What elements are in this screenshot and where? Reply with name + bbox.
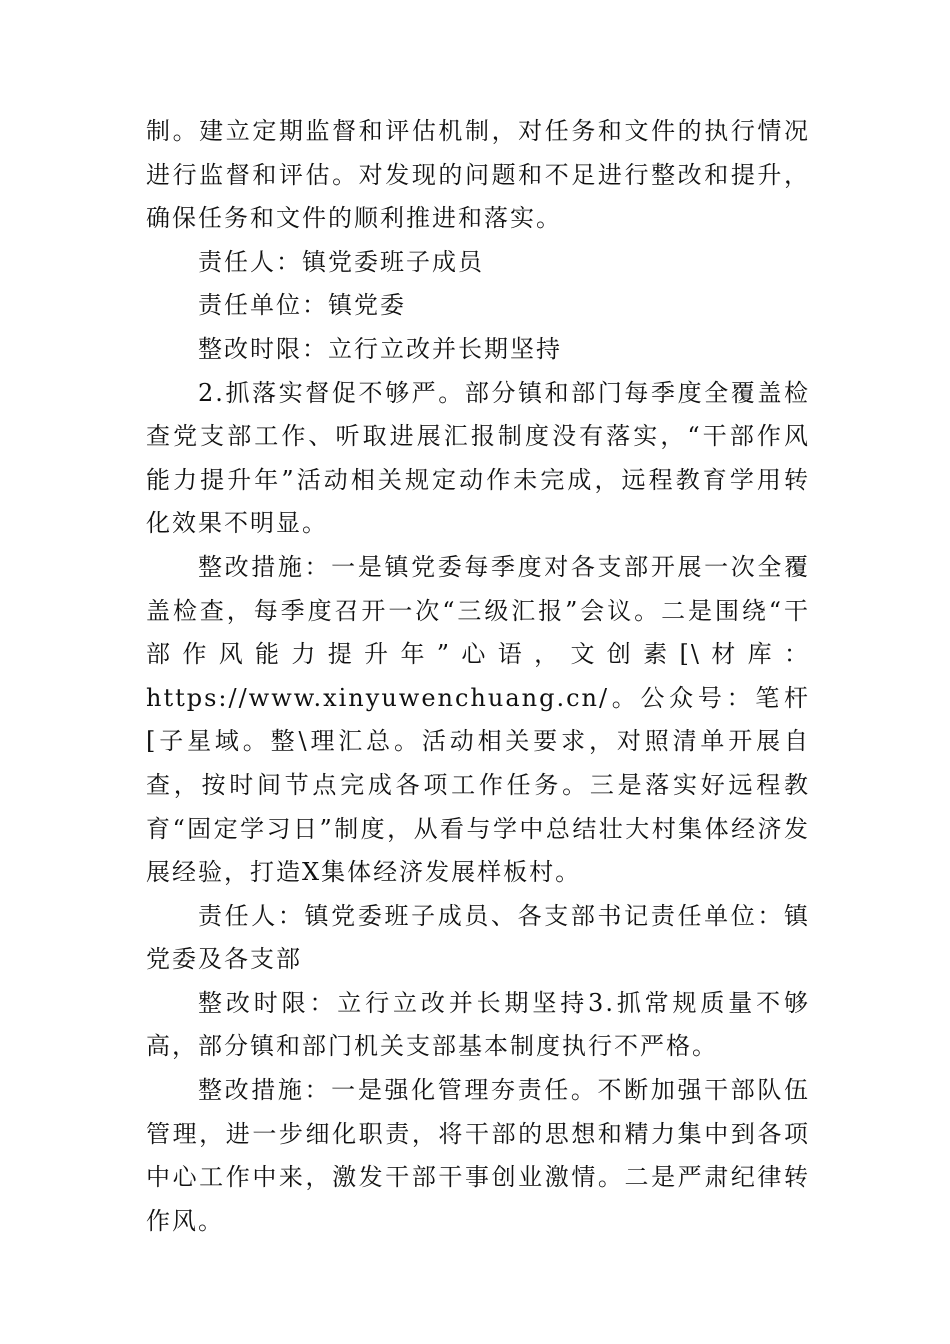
paragraph-deadline-1: 整改时限：立行立改并长期坚持	[198, 334, 562, 363]
paragraph-issue-2: 2.抓落实督促不够严。部分镇和部门每季度全覆盖检查党支部工作、听取进展汇报制度没有落实，“干部作风能力提升年”活动相关规定动作未完成，远程教育学用转化效果不明显。	[146, 378, 810, 538]
paragraph-supervision-mechanism: 制。建立定期监督和评估机制，对任务和文件的执行情况进行监督和评估。对发现的问题和不足进行整改和提升，确保任务和文件的顺利推进和落实。	[146, 117, 810, 233]
paragraph-measures-3: 整改措施：一是强化管理夯责任。不断加强干部队伍管理，进一步细化职责，将干部的思想和精力集中到各项中心工作中来，激发干部干事创业激情。二是严肃纪律转作风。	[146, 1076, 810, 1235]
paragraph-responsible-unit-1: 责任单位：镇党委	[198, 291, 406, 320]
paragraph-deadline-2-issue-3: 整改时限：立行立改并长期坚持3.抓常规质量不够高，部分镇和部门机关支部基本制度执行不严格。	[146, 988, 810, 1061]
paragraph-responsible-2: 责任人：镇党委班子成员、各支部书记责任单位：镇党委及各支部	[146, 901, 810, 974]
paragraph-responsible-person-1: 责任人：镇党委班子成员	[198, 247, 484, 276]
document-page	[146, 110, 810, 1243]
paragraph-measures-2: 整改措施：一是镇党委每季度对各支部开展一次全覆盖检查，每季度召开一次“三级汇报”会议。二是围绕“干部作风能力提升年”心语，文创素[\材库：https://www.xinyuwenchuang.cn/。公众号：笔杆[子星域。整\理汇总。活动相关要求，对照清单开展自查，按时间节点完成各项工作任务。三是落实好远程教育“固定学习日”制度，从看与学中总结壮大村集体经济发展经验，打造X集体经济发展样板村。	[146, 552, 810, 887]
